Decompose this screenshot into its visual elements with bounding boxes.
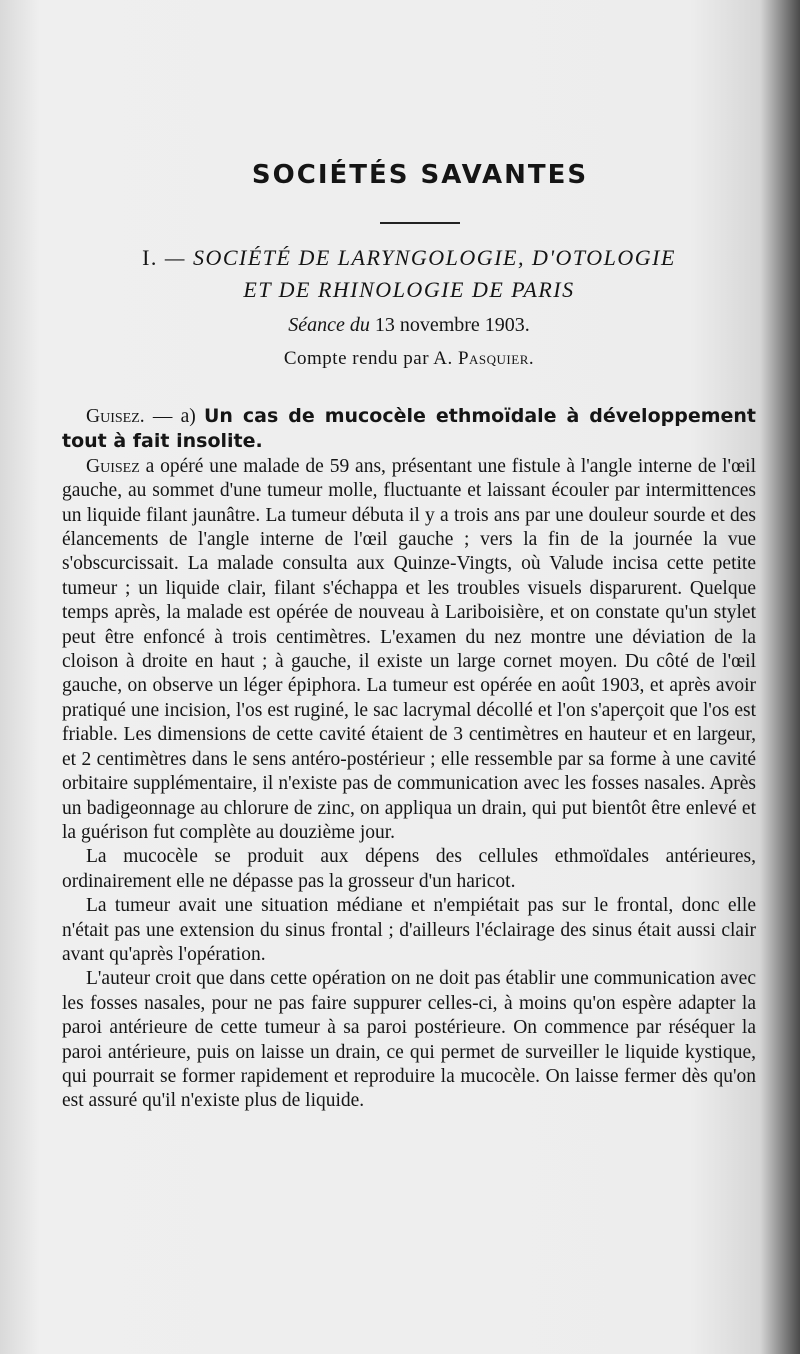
article-body [62,404,756,1114]
session-date [62,310,756,340]
article-dash: — a) [144,406,204,427]
article-author: Guisez. [86,406,145,427]
session-date-value: 13 novembre 1903. [374,314,530,336]
report-author: Pasquier. [457,348,535,369]
paragraph-2: La mucocèle se produit aux dépens des cellules ethmoïdales antérieures, ordinairement elle ne dépasse pas la grosseur d'un haricot. [62,846,756,892]
paragraph-1-author: Guisez [86,455,140,477]
section-heading: SOCIÉTÉS SAVANTES [251,160,589,190]
report-byline [62,344,756,374]
divider-rule [380,222,460,224]
paragraph-1-text: a opéré une malade de 59 ans, présentant une fistule à l'angle interne de l'œil gauche, au sommet d'une tumeur molle, fluctuante et laissant écouler par intermittences un liquide filant jaunâtre. La tumeur débuta il y a trois ans par une douleur sourde et des élancements de l'angle interne de l'œil gauche ; vers la fin de la journée la vue s'obscurcissait. La malade consulta aux Quinze-Vingts, où Valude incisa cette petite tumeur ; un liquide clair, filant s'échappa et les troubles visuels disparurent. Quelque temps après, la malade est opérée de nouveau à Lariboisière, et on constate qu'un stylet peut être enfoncé à trois centimètres. L'examen du nez montre une déviation de la cloison à droite en haut ; à gauche, il existe un large cornet moyen. Du côté de l'œil gauche, on observe un léger épiphora. La tumeur est opérée en août 1903, et après avoir pratiqué une incision, l'os est ruginé, le sac lacrymal décollé et l'on s'aperçoit que l'os est friable. Les dimensions de cette cavité étaient de 3 centimètres en hauteur et en largeur, et 2 centimètres dans le sens antéro-postérieur ; elle ressemble par sa forme à une cavité orbitaire supplémentaire, il n'existe pas de communication avec les fosses nasales. Après un badigeonnage au chlorure de zinc, on appliqua un drain, qui put bientôt être enlevé et la guérison fut complète au douzième jour. [62,455,756,843]
society-name-line-1 [62,242,756,274]
article-content [62,160,756,1114]
society-line1: — SOCIÉTÉ DE LARYNGOLOGIE, D'OTOLOGIE [164,245,676,270]
paragraph-1 [62,455,756,846]
session-prefix: Séance du [288,314,370,336]
article-title: Un cas de mucocèle ethmoïdale à développement tout à fait insolite. [62,405,756,453]
article-title-paragraph [62,404,756,455]
society-number: I. [142,245,158,270]
paragraph-4: L'auteur croit que dans cette opération on ne doit pas établir une communication avec les fosses nasales, pour ne pas faire suppurer celles-ci, à moins qu'on espère adapter la paroi antérieure de cette tumeur à sa paroi postérieure. On commence par réséquer la paroi antérieure, puis on laisse un drain, ce qui permet de surveiller le liquide kystique, qui pourrait se former rapidement et reproduire la mucocèle. On laisse fermer dès qu'on est assuré qu'il n'existe plus de liquide. [62,968,756,1112]
report-prefix: Compte rendu par A. [283,348,453,369]
society-name-line-2: ET DE RHINOLOGIE DE PARIS [243,277,575,302]
paragraph-3: La tumeur avait une situation médiane et n'empiétait pas sur le frontal, donc elle n'était pas une extension du sinus frontal ; d'ailleurs l'éclairage des sinus était aussi clair avant qu'après l'opération. [62,895,756,965]
